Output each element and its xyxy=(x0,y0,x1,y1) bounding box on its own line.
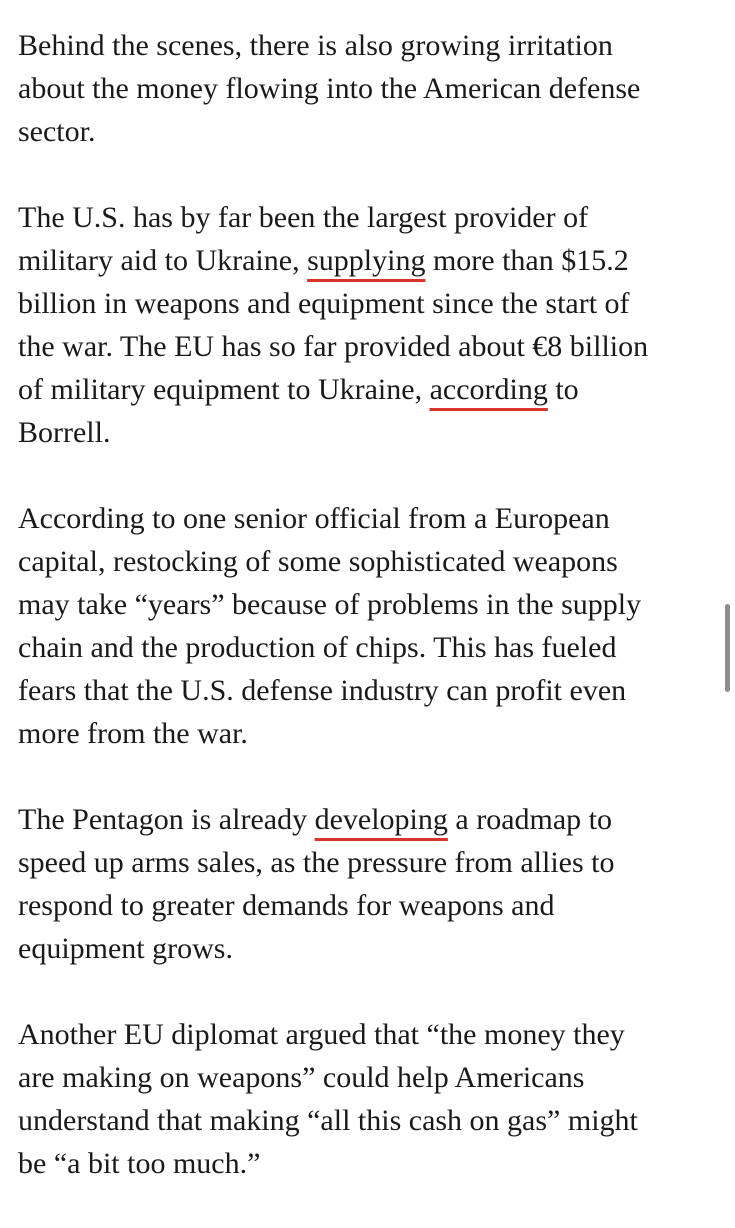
text-segment: more than $15.2 xyxy=(425,244,629,277)
text-line: Behind the scenes, there is also growing irritation xyxy=(18,29,613,62)
text-line: Another EU diplomat argued that “the money they xyxy=(18,1018,625,1051)
text-line: may take “years” because of problems in the supply xyxy=(18,588,642,621)
text-line: capital, restocking of some sophisticated weapons xyxy=(18,545,618,578)
text-line xyxy=(18,798,718,841)
text-segment: The Pentagon is already xyxy=(18,803,315,836)
text-line: billion in weapons and equipment since the start of xyxy=(18,287,630,320)
text-line: fears that the U.S. defense industry can profit even xyxy=(18,674,627,707)
article-body xyxy=(18,24,718,1228)
scrollbar-thumb[interactable] xyxy=(725,604,730,692)
text-line: understand that making “all this cash on gas” might xyxy=(18,1104,638,1137)
text-line: Borrell. xyxy=(18,416,111,449)
article-paragraph xyxy=(18,1013,718,1185)
according-link[interactable]: according xyxy=(429,373,548,406)
text-line: equipment grows. xyxy=(18,932,233,965)
article-paragraph xyxy=(18,497,718,755)
text-line: The U.S. has by far been the largest provider of xyxy=(18,201,589,234)
text-line: chain and the production of chips. This has fueled xyxy=(18,631,617,664)
article-paragraph xyxy=(18,196,718,454)
text-segment: of military equipment to Ukraine, xyxy=(18,373,430,406)
text-line xyxy=(18,368,718,411)
text-segment: to xyxy=(547,373,579,406)
text-line: sector. xyxy=(18,115,96,148)
text-line: more from the war. xyxy=(18,717,248,750)
text-line: be “a bit too much.” xyxy=(18,1147,261,1180)
text-segment: a roadmap to xyxy=(447,803,612,836)
text-line: about the money flowing into the American defense xyxy=(18,72,641,105)
article-paragraph xyxy=(18,24,718,153)
text-line: the war. The EU has so far provided about €8 billion xyxy=(18,330,649,363)
text-line: are making on weapons” could help Americans xyxy=(18,1061,585,1094)
text-line: respond to greater demands for weapons and xyxy=(18,889,555,922)
supplying-link[interactable]: supplying xyxy=(307,244,426,277)
developing-link[interactable]: developing xyxy=(314,803,448,836)
text-segment: military aid to Ukraine, xyxy=(18,244,308,277)
article-paragraph xyxy=(18,798,718,970)
text-line xyxy=(18,239,718,282)
text-line: According to one senior official from a European xyxy=(18,502,610,535)
text-line: speed up arms sales, as the pressure from allies to xyxy=(18,846,615,879)
